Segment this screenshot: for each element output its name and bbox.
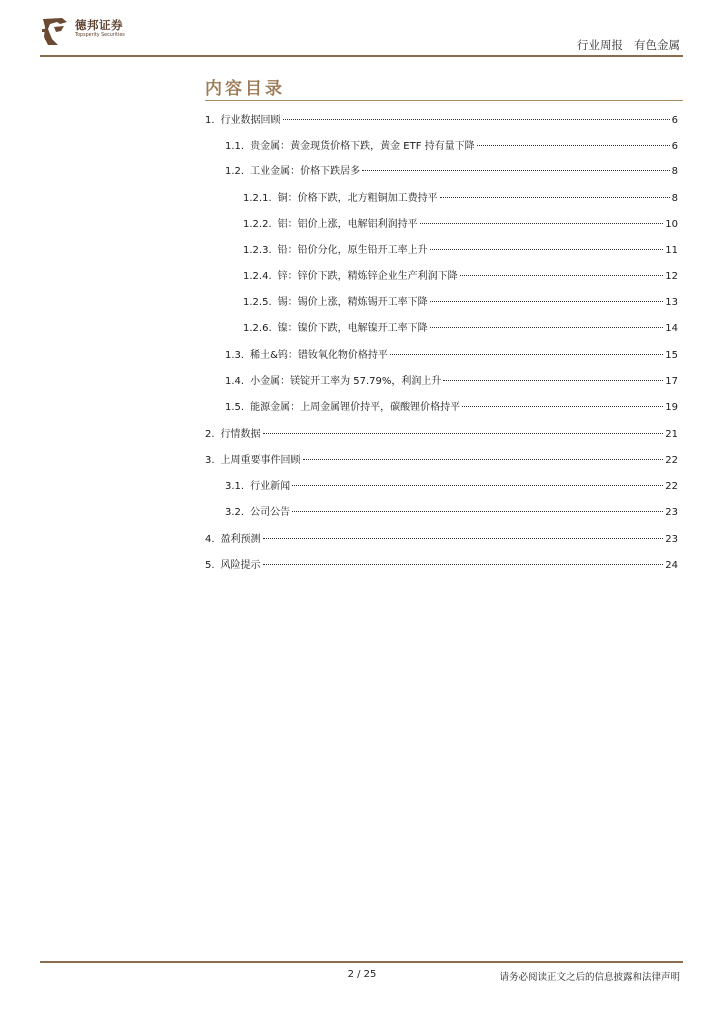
toc-dot-leader [263, 538, 664, 539]
toc-entry-title: 工业金属：价格下跌居多 [250, 166, 361, 177]
toc-entry-page: 17 [665, 376, 678, 387]
toc-dot-leader [477, 145, 670, 146]
toc-dot-leader [303, 459, 664, 460]
toc-entry-title: 铝：铝价上涨，电解铝利润持平 [277, 219, 418, 230]
toc-entry-page: 6 [671, 115, 678, 126]
page-header [0, 0, 724, 60]
toc-entry-title: 行业数据回顾 [220, 115, 281, 126]
toc-entry-title: 锌：锌价下跌，精炼锌企业生产利润下降 [277, 271, 458, 282]
toc-entry-title: 铅：铅价分化，原生铅开工率上升 [277, 245, 428, 256]
toc-entry-number: 1.5. [225, 402, 245, 413]
brand-name: 德邦证券 [75, 18, 123, 32]
toc-dot-leader [420, 223, 664, 224]
toc-dot-leader [390, 354, 663, 355]
toc-entry[interactable] [205, 427, 678, 443]
toc-entry[interactable] [243, 191, 678, 207]
toc-entry-page: 8 [671, 193, 678, 204]
footer-divider [40, 961, 683, 963]
toc-entry-title: 风险提示 [220, 560, 261, 571]
toc-entry-page: 21 [665, 429, 678, 440]
toc-entry-number: 3.2. [225, 507, 245, 518]
toc-entry-title: 锡：锡价上涨，精炼锡开工率下降 [277, 297, 428, 308]
toc-entry-page: 8 [671, 166, 678, 177]
toc-entry-number: 1.2. [225, 166, 245, 177]
toc-dot-leader [440, 197, 670, 198]
toc-entry[interactable] [243, 295, 678, 311]
toc-entry[interactable] [243, 243, 678, 259]
toc-entry-number: 1.2.6. [243, 323, 272, 334]
toc-dot-leader [263, 564, 664, 565]
header-divider [40, 55, 683, 57]
toc-entry-page: 19 [665, 402, 678, 413]
toc-entry-title: 稀土&钨：镨钕氧化物价格持平 [250, 350, 388, 361]
toc-entry-title: 镍：镍价下跌，电解镍开工率下降 [277, 323, 428, 334]
toc-entry[interactable] [205, 558, 678, 574]
toc-entry-title: 盈利预测 [220, 534, 261, 545]
toc-dot-leader [430, 301, 664, 302]
toc-dot-leader [362, 170, 670, 171]
toc-entry-title: 小金属：镁锭开工率为 57.79%，利润上升 [250, 376, 442, 387]
toc-entry-title: 铜：价格下跌，北方粗铜加工费持平 [277, 193, 438, 204]
toc-entry-page: 23 [665, 534, 678, 545]
toc-dot-leader [283, 119, 670, 120]
toc-entry[interactable] [225, 164, 678, 180]
toc-entry-page: 14 [665, 323, 678, 334]
toc-entry-page: 22 [665, 481, 678, 492]
toc-entry-title: 上周重要事件回顾 [220, 455, 301, 466]
toc-title-underline [205, 100, 683, 101]
toc-entry-number: 1.2.1. [243, 193, 272, 204]
toc-dot-leader [430, 249, 664, 250]
brand-logo-icon [40, 15, 72, 47]
toc-entry-number: 5. [205, 560, 215, 571]
toc-entry-number: 3.1. [225, 481, 245, 492]
toc-dot-leader [292, 485, 663, 486]
toc-dot-leader [263, 433, 664, 434]
toc-entry-number: 1.1. [225, 141, 245, 152]
page-number: 2 / 25 [347, 969, 377, 980]
toc-entry-title: 行业新闻 [250, 481, 291, 492]
toc-entry[interactable] [225, 374, 678, 390]
toc-entry[interactable] [225, 139, 678, 155]
report-category [577, 37, 680, 53]
toc-entry-page: 24 [665, 560, 678, 571]
toc-dot-leader [462, 406, 663, 407]
toc-entry[interactable] [205, 113, 678, 129]
toc-entry-title: 能源金属：上周金属锂价持平，碳酸锂价格持平 [250, 402, 461, 413]
toc-entry-page: 10 [665, 219, 678, 230]
report-sector: 有色金属 [634, 38, 680, 52]
toc-entry-number: 2. [205, 429, 215, 440]
toc-entry-number: 1.4. [225, 376, 245, 387]
report-type: 行业周报 [577, 38, 623, 52]
toc-entry-number: 1.3. [225, 350, 245, 361]
brand-name-en: Topsperity Securities [75, 33, 125, 38]
toc-entry[interactable] [205, 453, 678, 469]
brand-logo [40, 15, 140, 49]
toc-entry-number: 1.2.2. [243, 219, 272, 230]
toc-dot-leader [430, 327, 664, 328]
legal-disclaimer: 请务必阅读正文之后的信息披露和法律声明 [499, 972, 680, 983]
toc-entry-number: 4. [205, 534, 215, 545]
toc-dot-leader [443, 380, 663, 381]
toc-entry-title: 贵金属：黄金现货价格下跌，黄金 ETF 持有量下降 [250, 141, 475, 152]
toc-entry-number: 1.2.4. [243, 271, 272, 282]
toc-entry-title: 行情数据 [220, 429, 261, 440]
toc-entry[interactable] [243, 321, 678, 337]
toc-entry-number: 1.2.5. [243, 297, 272, 308]
toc-entry[interactable] [243, 269, 678, 285]
toc-entry[interactable] [225, 348, 678, 364]
toc-entry-number: 3. [205, 455, 215, 466]
toc-entry-page: 23 [665, 507, 678, 518]
toc-entry[interactable] [243, 217, 678, 233]
toc-dot-leader [460, 275, 664, 276]
toc-entry-page: 15 [665, 350, 678, 361]
toc-entry-page: 13 [665, 297, 678, 308]
toc-entry-page: 12 [665, 271, 678, 282]
toc-title: 内容目录 [205, 79, 285, 99]
toc-entry[interactable] [205, 532, 678, 548]
toc-entry-page: 11 [665, 245, 678, 256]
toc-entry-title: 公司公告 [250, 507, 291, 518]
toc-dot-leader [292, 511, 663, 512]
toc-entry[interactable] [225, 400, 678, 416]
toc-entry-number: 1.2.3. [243, 245, 272, 256]
toc-entry-page: 22 [665, 455, 678, 466]
toc-entry-page: 6 [671, 141, 678, 152]
toc-entry-number: 1. [205, 115, 215, 126]
toc-entry[interactable] [225, 505, 678, 521]
toc-entry[interactable] [225, 479, 678, 495]
